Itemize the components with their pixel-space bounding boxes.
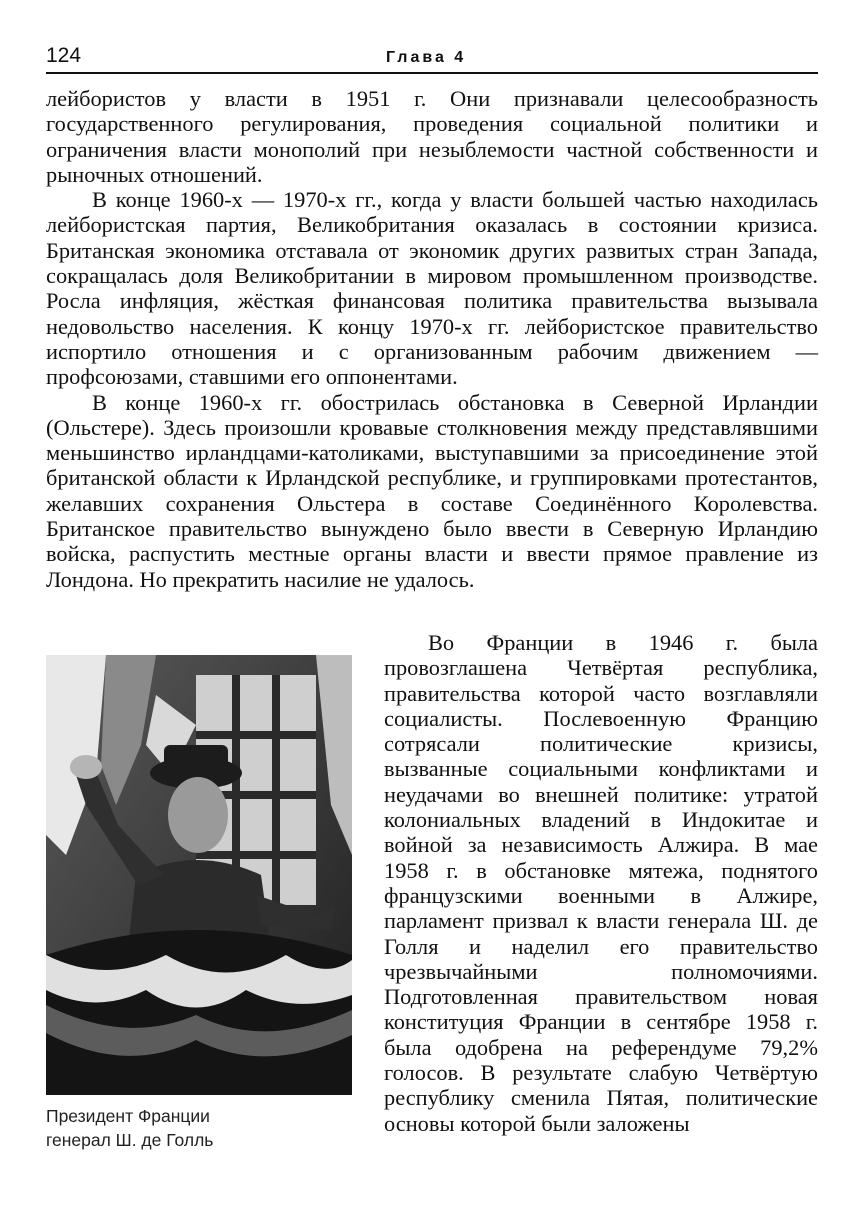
paragraph-continued: лейбористов у власти в 1951 г. Они признавали целесообразность государственного регулирования, проведения социальной политики и ограничения власти монополий при незыблемости частной собственности и рыночных отношений. (46, 86, 818, 187)
paragraph-france: Во Франции в 1946 г. была провозглашена Четвёртая республика, правительства которой часто возглавляли социалисты. Послевоенную Францию сотрясали политические кризисы, вызванные социальными конфликтами и неудачами во внешней политике: утратой колониальных владений в Индокитае и войной за независимость Алжира. В мае 1958 г. в обстановке мятежа, поднятого французскими военными в Алжире, парламент призвал к власти генерала Ш. де Голля и наделил его правительство чрезвычайными полномочиями. Подготовленная правительством новая конституция Франции в сентябре 1958 г. была одобрена на референдуме 79,2% голосов. В результате слабую Четвёртую республику сменила Пятая, политические основы которой были заложены (384, 630, 818, 1136)
page-number: 124 (46, 44, 82, 67)
chapter-title: Глава 4 (386, 49, 467, 66)
caption-line-2: генерал Ш. де Голль (46, 1130, 214, 1150)
body-text-top (46, 86, 818, 592)
body-text-right (384, 630, 818, 1136)
figure-caption (46, 1104, 346, 1152)
paragraph-britain-crisis: В конце 1960-х — 1970-х гг., когда у власти большей частью находилась лейбористская партия, Великобритания оказалась в состоянии кризиса. Британская экономика отставала от экономик других развитых стран Запада, сокращалась доля Великобритании в мировом промышленном производстве. Росла инфляция, жёсткая финансовая политика правительства вызывала недовольство населения. К концу 1970-х гг. лейбористское правительство испортило отношения и с организованным рабочим движением — профсоюзами, ставшими его оппонентами. (46, 187, 818, 390)
paragraph-northern-ireland: В конце 1960-х гг. обострилась обстановка в Северной Ирландии (Ольстере). Здесь произошли кровавые столкновения между представлявшими меньшинство ирландцами-католиками, выступавшими за присоединение этой британской области к Ирландской республике, и группировками протестантов, желавших сохранения Ольстера в составе Соединённого Королевства. Британское правительство вынуждено было ввести в Северную Ирландию войска, распустить местные органы власти и ввести прямое правление из Лондона. Но прекратить насилие не удалось. (46, 389, 818, 592)
caption-line-1: Президент Франции (46, 1106, 210, 1126)
de-gaulle-photo (46, 655, 352, 1095)
page-header (46, 44, 818, 74)
